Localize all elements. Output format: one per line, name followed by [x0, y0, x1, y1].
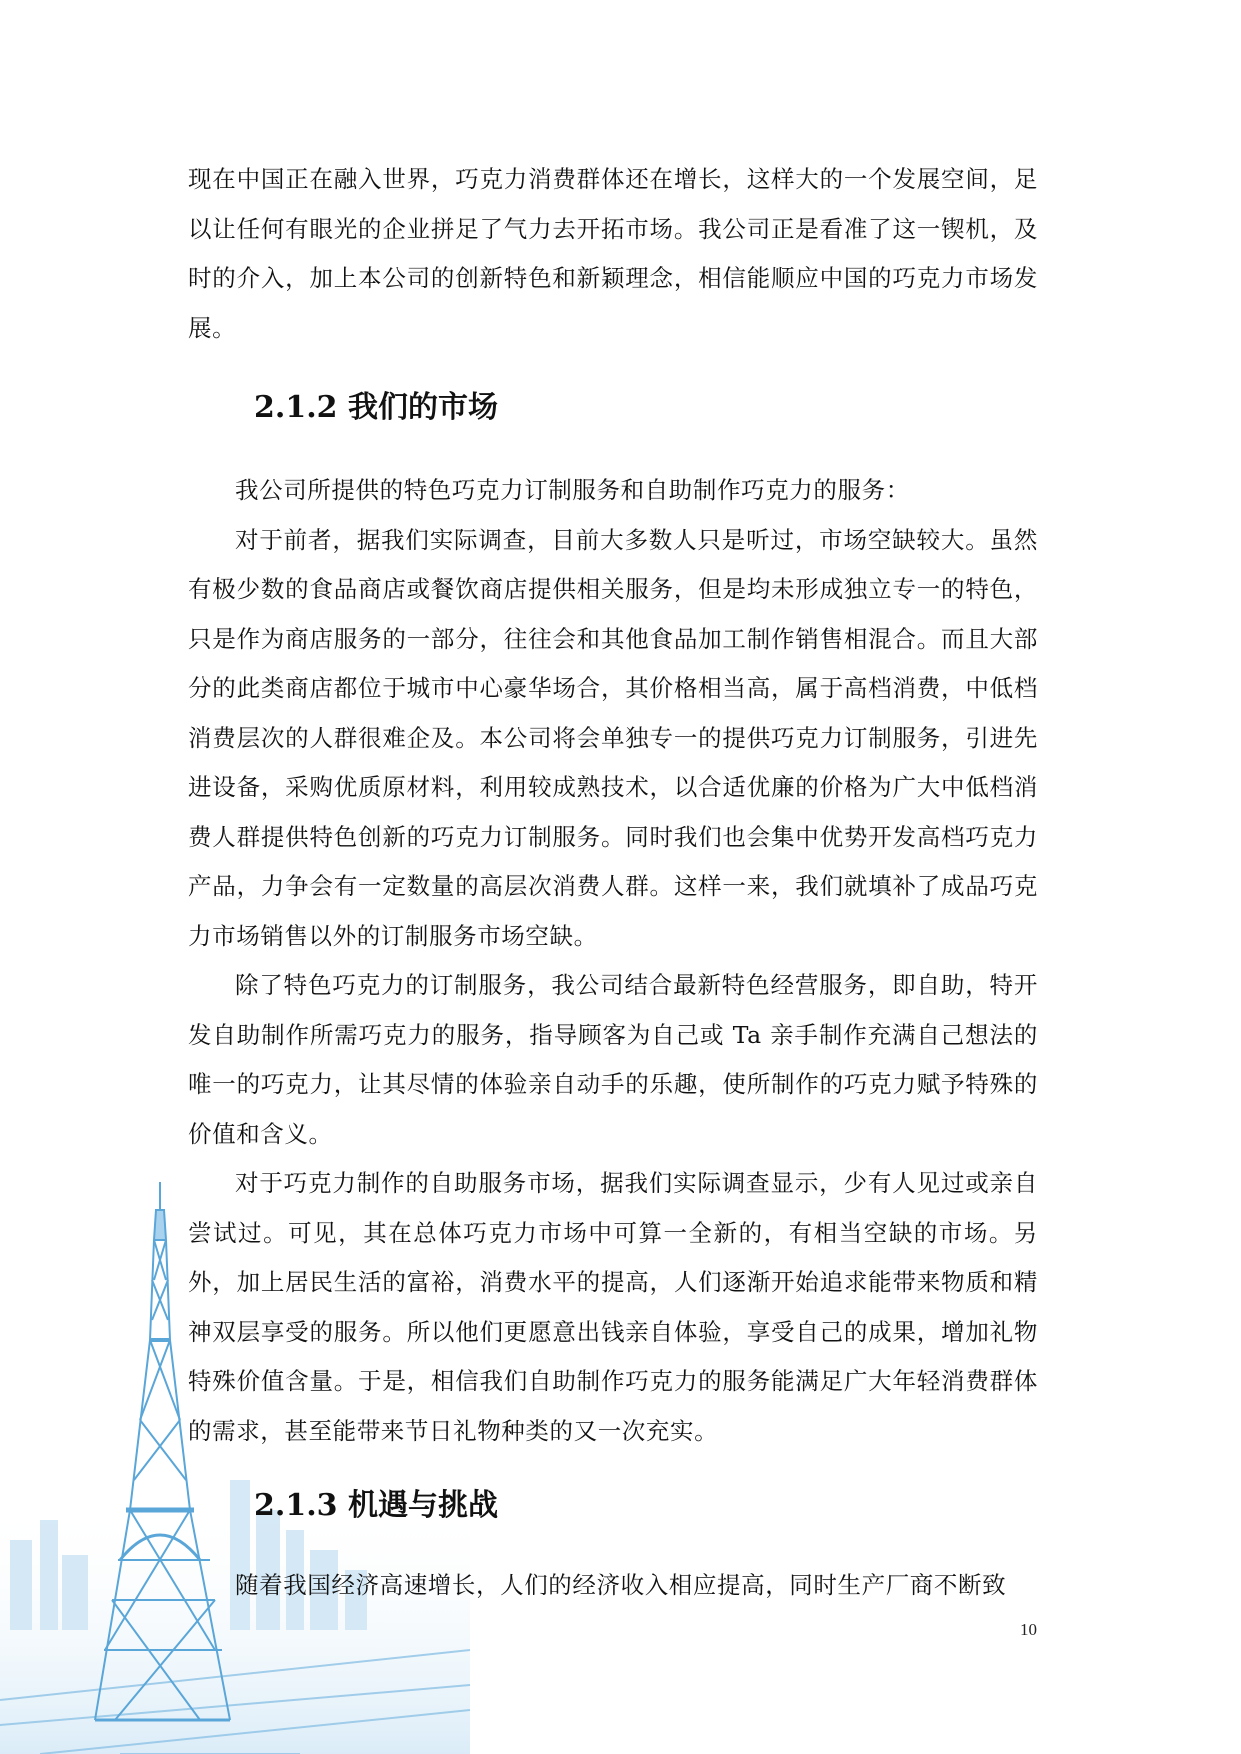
intro-paragraph: 现在中国正在融入世界，巧克力消费群体还在增长，这样大的一个发展空间，足以让任何有眼光的企业拼足了气力去开拓市场。我公司正是看准了这一锲机，及时的介入，加上本公司的创新特色和新颖理念，相信能顺应中国的巧克力市场发展。 [188, 165, 1038, 342]
section-heading-2-1-2: 2.1.2 我们的市场 [254, 390, 498, 425]
body-paragraph: 我公司所提供的特色巧克力订制服务和自助制作巧克力的服务： [235, 476, 910, 504]
section-heading-2-1-3: 2.1.3 机遇与挑战 [254, 1488, 498, 1523]
body-paragraph: 对于巧克力制作的自助服务市场，据我们实际调查显示，少有人见过或亲自尝试过。可见，其在总体巧克力市场中可算一全新的，有相当空缺的市场。另外，加上居民生活的富裕，消费水平的提高，人们逐渐开始追求能带来物质和精神双层享受的服务。所以他们更愿意出钱亲自体验，享受自己的成果，增加礼物特殊价值含量。于是，相信我们自助制作巧克力的服务能满足广大年轻消费群体的需求，甚至能带来节日礼物种类的又一次充实。 [188, 1169, 1038, 1445]
body-paragraph: 对于前者，据我们实际调查，目前大多数人只是听过，市场空缺较大。虽然有极少数的食品商店或餐饮商店提供相关服务，但是均未形成独立专一的特色，只是作为商店服务的一部分，往往会和其他食品加工制作销售相混合。而且大部分的此类商店都位于城市中心豪华场合，其价格相当高，属于高档消费，中低档消费层次的人群很难企及。本公司将会单独专一的提供巧克力订制服务，引进先进设备，采购优质原材料，利用较成熟技术，以合适优廉的价格为广大中低档消费人群提供特色创新的巧克力订制服务。同时我们也会集中优势开发高档巧克力产品，力争会有一定数量的高层次消费人群。这样一来，我们就填补了成品巧克力市场销售以外的订制服务市场空缺。 [188, 525, 1038, 950]
document-page [188, 155, 1038, 1611]
page-number: 10 [1020, 1620, 1037, 1639]
body-paragraph: 随着我国经济高速增长，人们的经济收入相应提高，同时生产厂商不断致 [235, 1571, 1007, 1599]
body-paragraph: 除了特色巧克力的订制服务，我公司结合最新特色经营服务，即自助，特开发自助制作所需巧克力的服务，指导顾客为自己或 Ta 亲手制作充满自己想法的唯一的巧克力，让其尽情的体验亲自动手的乐趣，使所制作的巧克力赋予特殊的价值和含义。 [188, 971, 1038, 1148]
